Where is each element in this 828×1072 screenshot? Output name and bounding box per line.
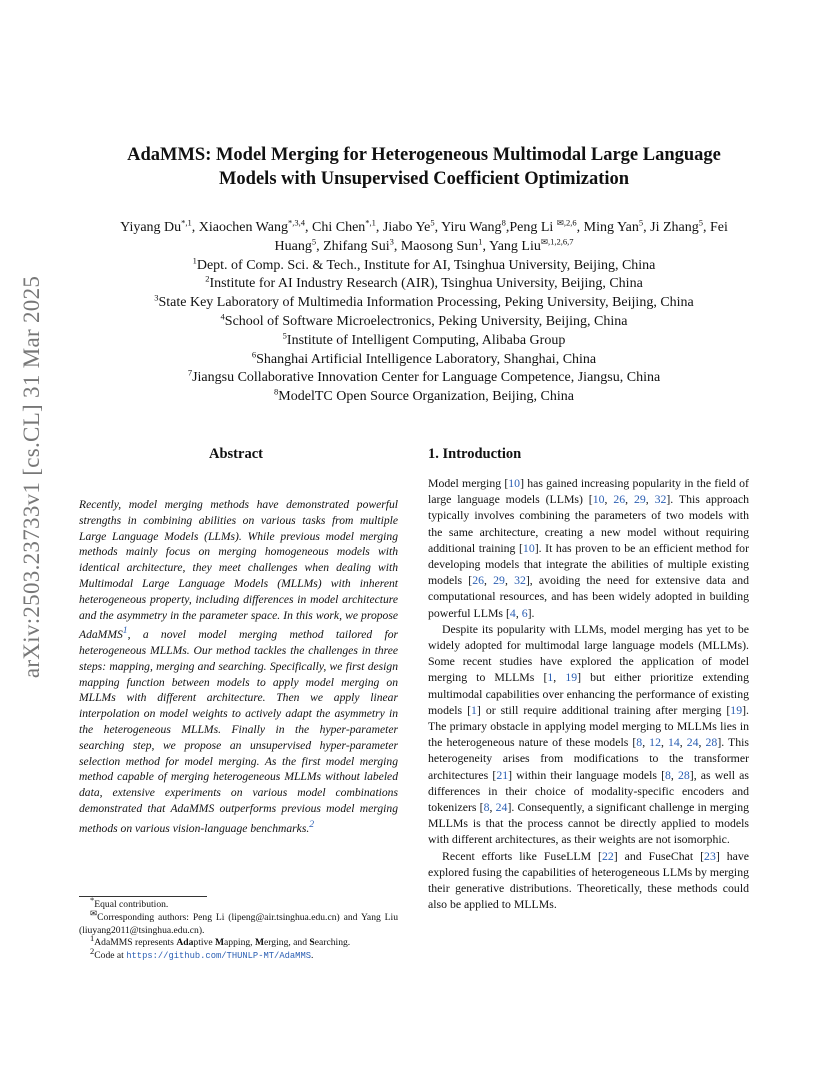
author-list: Yiyang $Du^{*,1}$, Xiaochen Wang$^{*,3,4}$, Chi Chen$^{*,1}$, Jiabo Ye$^5$, Yiru Wang$^8$,Peng Li $^{✉,2,6}$, Ming Yan$^5$, Ji Zhang$^5$, Fei Huang$^5$, Zhifang Sui$^3$, Maosong Sun$^1$, Yang Liu$^{✉,1,2,6,7}$: [120, 217, 728, 254]
affiliation: $^4$School of Software Microelectronics, Peking University, Beijing, China: [220, 311, 628, 329]
citation-link[interactable]: 8: [665, 767, 671, 782]
affiliation: $^8$ModelTC Open Source Organization, Beijing, China: [274, 386, 574, 405]
author-name: Maosong Sun: [400, 238, 479, 254]
citation-link[interactable]: 32: [654, 492, 667, 507]
author-name: Zhifang Sui: [323, 238, 390, 254]
author-name: Xiaochen Wang: [198, 220, 288, 235]
intro-paragraph-1: Model merging [10] has gained increasing popularity in the field of large language models (LLMs) [10, 26, 29, 32]. This approach typically involves combining the parameters of two models with the same architecture, creating a new model without requiring additional training [10]. It has proven to be an efficient method for developing models that integrate the abilities of multiple existing models [26, 29, 32], avoiding the need for extensive data and computational resources, and has been widely adopted in building powerful LLMs [4, 6].: [428, 476, 749, 620]
affiliation-list: [60, 254, 788, 407]
paper-title: [60, 143, 788, 191]
citation-link[interactable]: 24: [686, 735, 699, 750]
citation-link[interactable]: 29: [633, 492, 646, 507]
citation-link[interactable]: 32: [514, 573, 526, 588]
author-name: Yiru Wang: [441, 220, 502, 235]
citation-link[interactable]: 28: [677, 767, 690, 782]
citation-link[interactable]: 12: [649, 735, 661, 750]
author-name: Chi Chen: [312, 220, 366, 235]
author-name: Yiyang Du: [120, 220, 182, 235]
affiliation: $^7$Jiangsu Collaborative Innovation Center for Language Competence, Jiangsu, China: [187, 367, 661, 386]
citation-link[interactable]: 22: [601, 848, 614, 863]
citation-link[interactable]: 10: [592, 492, 605, 507]
citation-link[interactable]: 26: [613, 492, 626, 507]
footnote-ref-1[interactable]: 1: [122, 625, 128, 637]
citation-link[interactable]: 21: [496, 767, 509, 782]
title-line-1: AdaMMS: Model Merging for Heterogeneous Multimodal Large Language: [127, 145, 721, 165]
author-name: Yang Liu: [488, 238, 541, 254]
citation-link[interactable]: 19: [565, 670, 578, 685]
footnote-2: $^2$Code at https://github.com/THUNLP-MT/AdaMMS.: [90, 946, 314, 962]
author-name: Peng Li: [509, 220, 557, 235]
intro-paragraph-2: Despite its popularity with LLMs, model merging has yet to be widely adopted for multimodal large language models (MLLMs). Some recent studies have explored the application of model merging to MLLMs [1, 19] but either prioritize extending multimodal capabilities over enhancing the performance of existing models [1] or still require additional training after merging [19]. The primary obstacle in applying model merging to MLLMs lies in the heterogeneous nature of these models [8, 12, 14, 24, 28]. This heterogeneity arises from modifications to the transformer architectures [21] within their language models [8, 28], as well as differences in their choice of modality-specific encoders and tokenizers [8, 24]. Consequently, a significant challenge in merging MLLMs is that the process cannot be directly applied to models with different architectures, as their weights are not isomorphic.: [428, 621, 749, 847]
arxiv-identifier: arXiv:2503.23733v1 [cs.CL] 31 Mar 2025: [19, 275, 44, 679]
citation-link[interactable]: 19: [730, 702, 743, 717]
abstract-text: [79, 497, 398, 836]
author-block: [60, 219, 788, 407]
introduction-text: [428, 475, 749, 912]
citation-link[interactable]: 10: [508, 476, 521, 490]
footnote-ref-2[interactable]: 2: [309, 818, 315, 830]
affiliation: $^1$Dept. of Comp. Sci. & Tech., Institute for AI, Tsinghua University, Beijing, China: [192, 254, 656, 273]
arxiv-sidebar: [10, 275, 54, 679]
author-name: Ji Zhang: [650, 220, 699, 235]
citation-link[interactable]: 1: [471, 702, 477, 717]
footnote-divider: [79, 896, 207, 897]
intro-paragraph-3: Recent efforts like FuseLLM [22] and FuseChat [23] have explored fusing the capabilities of heterogeneous LLMs by merging their generative distributions. Theoretically, these methods could also be applied to MLLMs.: [428, 848, 749, 912]
footnotes: [79, 894, 398, 963]
author-name: Fei Huang: [274, 220, 728, 254]
citation-link[interactable]: 8: [636, 735, 643, 750]
affiliation: $^2$Institute for AI Industry Research (AIR), Tsinghua University, Beijing, China: [205, 273, 643, 292]
citation-link[interactable]: 14: [667, 735, 680, 750]
citation-link[interactable]: 24: [495, 800, 508, 815]
footnote-1: $^1$AdaMMS represents Adaptive Mapping, Merging, and Searching.: [90, 933, 351, 949]
citation-link[interactable]: 29: [493, 573, 505, 588]
citation-link[interactable]: 4: [509, 605, 516, 620]
abstract-part-1: Recently, model merging methods have demonstrated powerful strengths in combining abilities on various tasks from multiple Large Language Models (LLMs). While previous model merging methods mainly focus on merging homogeneous models with identical architecture, they meet challenges when dealing with Multimodal Large Language Models (MLLMs) with inherent heterogeneous property, including differences in model architecture and the asymmetry in the parameter space. In this work, we propose AdaMMS: [79, 498, 398, 642]
citation-link[interactable]: 10: [522, 540, 535, 555]
introduction-heading: 1. Introduction: [428, 446, 522, 462]
citation-link[interactable]: 23: [704, 848, 716, 863]
citation-link[interactable]: 6: [521, 605, 528, 620]
author-name: Ming Yan: [583, 220, 639, 235]
citation-link[interactable]: 26: [472, 573, 484, 588]
affiliation: $^5$Institute of Intelligent Computing, Alibaba Group: [282, 330, 566, 348]
abstract-part-2: , a novel model merging method tailored for heterogeneous MLLMs. Our method tackles the challenges in three steps: mapping, merging and searching. Specifically, we first design mapping function between models to apply model merging on MLLMs with different architecture. Then we apply linear interpolation on model weights to actively adapt the asymmetry in the heterogeneous MLLMs. Finally in the hyper-parameter searching step, we propose an unsupervised hyper-parameter selection method for model merging. As the first model merging method capable of merging heterogeneous MLLMs without labeled data, extensive experiments on various model combinations demonstrated that AdaMMS outperforms previous model merging methods on various vision-language benchmarks.: [79, 628, 398, 835]
citation-link[interactable]: 28: [705, 735, 718, 750]
affiliation: $^6$Shanghai Artificial Intelligence Laboratory, Shanghai, China: [251, 348, 597, 367]
code-link[interactable]: https://github.com/THUNLP-MT/AdaMMS: [126, 951, 311, 962]
citation-link[interactable]: 1: [547, 670, 554, 685]
citation-link[interactable]: 8: [483, 800, 490, 815]
footnote-equal: *Equal contribution.: [90, 894, 169, 910]
abstract-heading: Abstract: [209, 446, 263, 462]
title-line-2: Models with Unsupervised Coefficient Optimization: [218, 169, 630, 189]
author-name: Jiabo Ye: [382, 220, 431, 235]
footnote-corresponding: ✉Corresponding authors: Peng Li (lipeng@air.tsinghua.edu.cn) and Yang Liu (liuyang2011@tsinghua.edu.cn).: [79, 907, 398, 936]
affiliation: $^3$State Key Laboratory of Multimedia Information Processing, Peking University, Beijing, China: [154, 292, 694, 311]
